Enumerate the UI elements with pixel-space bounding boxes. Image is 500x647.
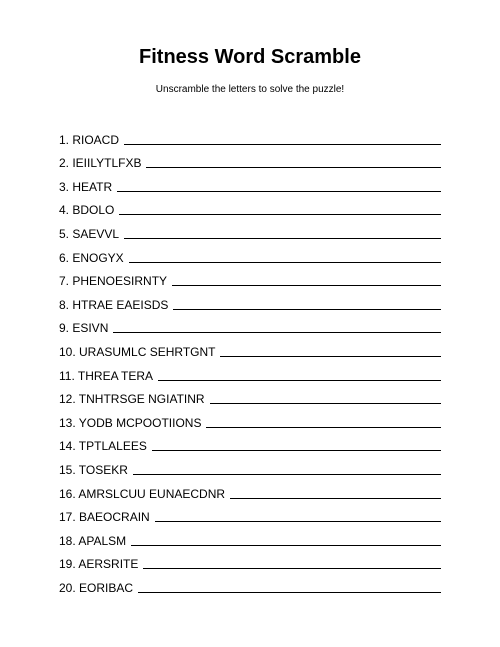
answer-line[interactable] [129, 262, 441, 263]
answer-line[interactable] [117, 191, 441, 192]
scrambled-word: 18. APALSM [59, 533, 127, 548]
scrambled-word: 8. HTRAE EAEISDS [59, 297, 169, 312]
scramble-item [59, 406, 441, 430]
scrambled-word: 16. AMRSLCUU EUNAECDNR [59, 486, 226, 501]
answer-line[interactable] [133, 474, 441, 475]
scramble-item [59, 524, 441, 548]
scrambled-word: 1. RIOACD [59, 132, 120, 147]
page-subtitle: Unscramble the letters to solve the puzzle! [155, 84, 345, 95]
answer-line[interactable] [155, 521, 441, 522]
scramble-item [59, 170, 441, 194]
page-title: Fitness Word Scramble [139, 46, 361, 68]
scrambled-word: 2. IEIILYTLFXB [59, 156, 142, 171]
scrambled-word: 19. AERSRITE [59, 557, 139, 572]
scrambled-word: 10. URASUMLC SEHRTGNT [59, 344, 216, 359]
scramble-item [59, 453, 441, 477]
answer-line[interactable] [172, 285, 441, 286]
scramble-item [59, 265, 441, 289]
answer-line[interactable] [152, 450, 441, 451]
scramble-list [59, 123, 441, 595]
scramble-item [59, 312, 441, 336]
scrambled-word: 6. ENOGYX [59, 250, 124, 265]
answer-line[interactable] [210, 403, 441, 404]
scramble-item [59, 548, 441, 572]
scramble-item [59, 477, 441, 501]
scrambled-word: 5. SAEVVL [59, 226, 120, 241]
answer-line[interactable] [119, 214, 441, 215]
answer-line[interactable] [158, 380, 441, 381]
scramble-item [59, 571, 441, 595]
scrambled-word: 7. PHENOESIRNTY [59, 274, 168, 289]
answer-line[interactable] [124, 144, 441, 145]
scramble-item [59, 217, 441, 241]
scramble-item [59, 241, 441, 265]
scrambled-word: 13. YODB MCPOOTIIONS [59, 415, 202, 430]
scramble-item [59, 123, 441, 147]
answer-line[interactable] [146, 167, 441, 168]
scrambled-word: 17. BAEOCRAIN [59, 510, 150, 525]
scramble-item [59, 147, 441, 171]
scramble-item [59, 383, 441, 407]
answer-line[interactable] [131, 545, 441, 546]
scrambled-word: 15. TOSEKR [59, 462, 128, 477]
answer-line[interactable] [138, 592, 441, 593]
scrambled-word: 12. TNHTRSGE NGIATINR [59, 392, 205, 407]
answer-line[interactable] [220, 356, 441, 357]
scramble-item [59, 359, 441, 383]
answer-line[interactable] [143, 568, 441, 569]
answer-line[interactable] [124, 238, 441, 239]
answer-line[interactable] [113, 332, 441, 333]
answer-line[interactable] [230, 498, 441, 499]
scrambled-word: 20. EORIBAC [59, 580, 134, 595]
answer-line[interactable] [173, 309, 441, 310]
scramble-item [59, 501, 441, 525]
scramble-item [59, 288, 441, 312]
scrambled-word: 3. HEATR [59, 179, 113, 194]
scrambled-word: 9. ESIVN [59, 321, 109, 336]
scramble-item [59, 194, 441, 218]
scramble-item [59, 430, 441, 454]
scrambled-word: 14. TPTLALEES [59, 439, 147, 454]
scrambled-word: 11. THREA TERA [59, 368, 154, 383]
scramble-item [59, 335, 441, 359]
scrambled-word: 4. BDOLO [59, 203, 115, 218]
answer-line[interactable] [206, 427, 441, 428]
